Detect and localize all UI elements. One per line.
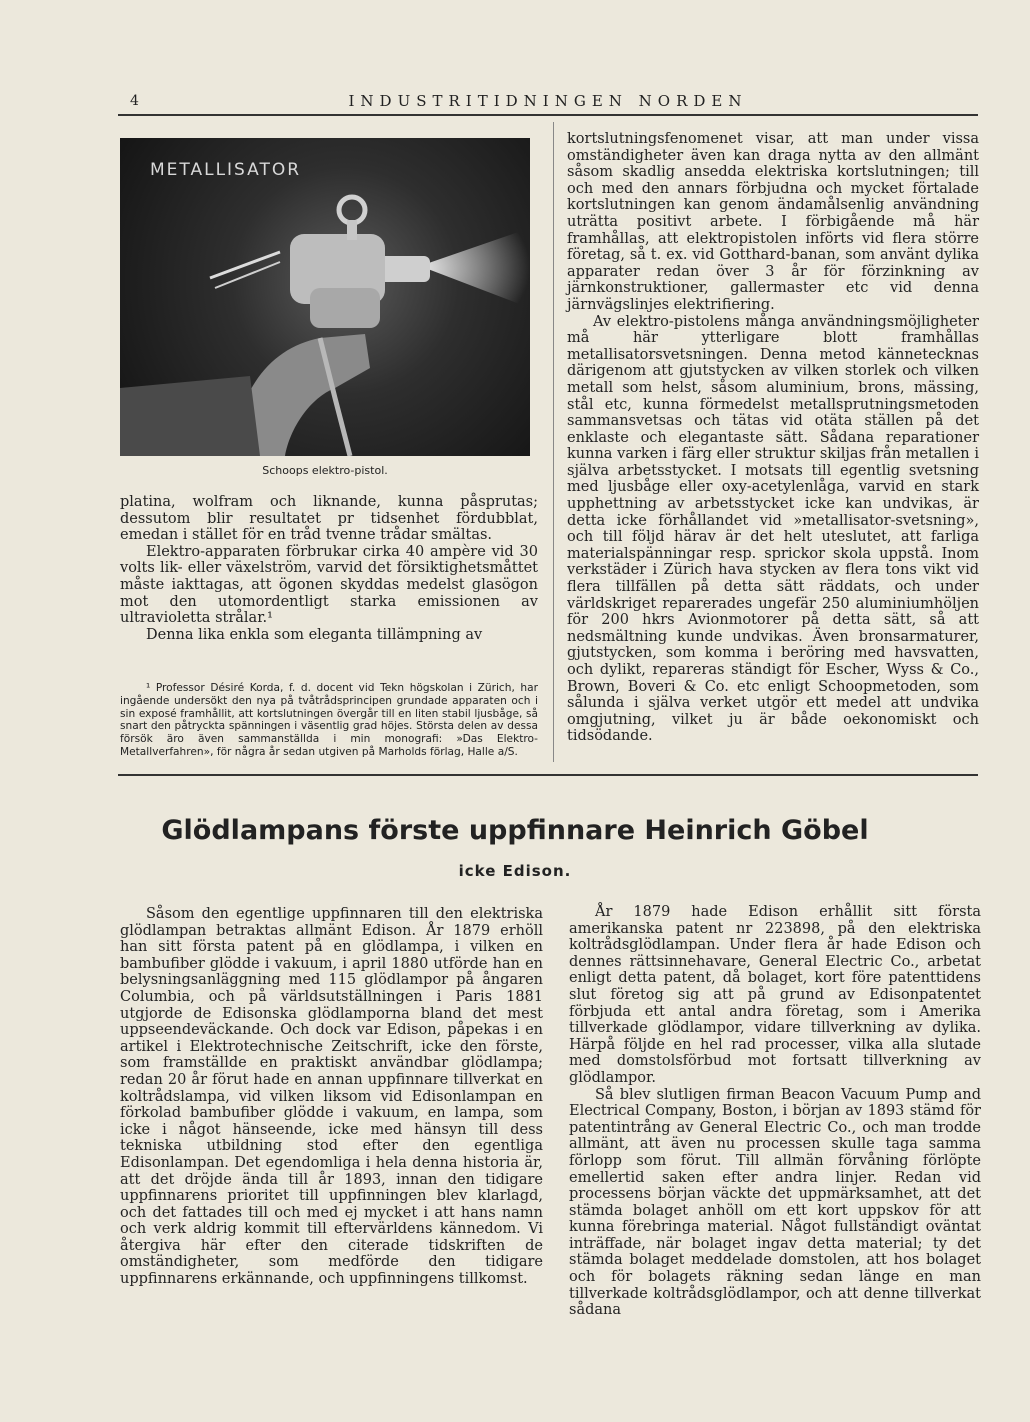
article-left-column (120, 906, 543, 1288)
figure-caption: Schoops elektro-pistol. (262, 464, 388, 477)
paragraph: kortslutningsfenomenet visar, att man under vissa omständigheter även kan draga nytta av den allmänt såsom skadlig ansedda elektriska kortslutningen; till och med den annars förbjudna och mycket förtalade kortslutningen kan genom ändamålsenlig användning uträtta positivt arbete. I förbigående må här framhållas, att elektropistolen införts vid flera större företag, så t. ex. vid Gotthard-banan, som använt dylika apparater redan över 3 år för förzinkning av järnkonstruktioner, gallermaster etc vid denna järnvägslinjes elektrifiering. (567, 131, 979, 313)
page-header (118, 90, 978, 114)
spray-pistol-illustration (120, 138, 530, 456)
photo-label: METALLISATOR (150, 160, 302, 180)
article-title: Glödlampans förste uppfinnare Heinrich Göbel (161, 815, 869, 846)
paragraph: Av elektro-pistolens många användningsmöjligheter må här ytterligare blott framhållas metallisatorsvetsningen. Denna metod kännetecknas därigenom att gjutstycken av vilken storlek och vilken metall som helst, såsom aluminium, brons, mässing, stål etc, kunna förmedelst metallsprutningsmetoden sammansvetsas och tätas vid otäta ställen på det enklaste och elegantaste sätt. Sådana reparationer kunna varken i färg eller struktur skiljas från metallen i själva arbetsstycket. I motsats till egentlig svetsning med ljusbåge eller oxy-acetylenlåga, varvid en stark upphettning av arbetsstycket icke kan undvikas, är detta icke förhållandet vid »metallisator-svetsning», och till följd härav är det helt uteslutet, att farliga materialspänningar resp. sprickor skola uppstå. Inom verkstäder i Zürich hava stycken av flera tons vikt vid flera tillfällen på detta sätt räddats, och under världskriget reparerades ungefär 250 aluminiumhöljen för 200 hkrs Avionmotorer på detta sätt, så att nedsmältning kunde undvikas. Även bronsarmaturer, gjutstycken, som komma i beröring med havsvatten, och dylikt, repareras ständigt för Escher, Wyss & Co., Brown, Boveri & Co. etc enligt Schoopmetoden, som sålunda i själva verket utgör ett medel att undvika omgjutning, vilket ju är både oekonomiskt och tidsödande. (567, 313, 979, 745)
footnote-text: ¹ Professor Désiré Korda, f. d. docent vid Tekn högskolan i Zürich, har ingående undersökt den nya på tvåtrådsprincipen grundade apparaten och i sin exposé framhållit, att kortslutningen övergår till en liten stabil ljusbåge, så snart den påtryckta spänningen i väsentlig grad höjes. Största delen av dessa försök äro även sammanställda i min monografi: »Das Elektro-Metallverfahren», för några år sedan utgiven på Marholds förlag, Halle a/S. (120, 682, 538, 758)
paragraph: Såsom den egentlige uppfinnaren till den elektriska glödlampan betraktas allmänt Edison. År 1879 erhöll han sitt första patent på en glödlampa, i vilken en bambufiber glödde i vakuum, i april 1880 utförde han en belysningsanläggning med 115 glödlampor på ångaren Columbia, och på världsutställningen i Paris 1881 utgjorde de Edisonska glödlamporna bland det mest uppseendeväckande. Och dock var Edison, påpekas i en artikel i Elektrotechnische Zeitschrift, icke den förste, som framställde en praktiskt användbar glödlampa; redan 20 år förut hade en annan uppfinnare tillverkat en koltrådslampa, vid vilken liksom vid Edisonlampan en förkolad bambufiber glödde i vakuum, en lampa, som icke i något hänseende, icke med hänsyn till dess tekniska utbildning stod efter den egentliga Edisonlampan. Det egendomliga i hela denna historia är, att det dröjde ända till år 1893, innan den tidigare uppfinnarens prioritet till uppfinningen blev klarlagd, och det fattades till och med ej mycket i att hans namn och verk aldrig kommit till eftervärldens kännedom. Vi återgiva här efter den citerade tidskriften de omständigheter, som medförde den tidigare uppfinnarens erkännande, och uppfinningens tillkomst. (120, 906, 543, 1288)
left-column-text (120, 494, 538, 643)
paragraph: Så blev slutligen firman Beacon Vacuum Pump and Electrical Company, Boston, i början av 1893 stämd för patentintrång av General Electric Co., och man trodde allmänt, att även nu processen skulle taga samma förlopp som förut. Till allmän förvåning förlöpte emellertid saken efter andra linjer. Redan vid processens början väckte det uppmärksamhet, att det stämda bolaget anhöll om ett kort uppskov för att kunna förebringa material. Något fullständigt oväntat inträffade, när bolaget ingav detta material; ty det stämda bolaget meddelade domstolen, att hos bolaget och för bolagets räkning sedan länge en man tillverkade koltrådsglödlampor, och att denne tillverkat sådana (569, 1086, 981, 1319)
article-subtitle: icke Edison. (458, 862, 572, 880)
section-rule (118, 774, 978, 776)
paragraph: Elektro-apparaten förbrukar cirka 40 ampère vid 30 volts lik- eller växelström, varvid det försiktighetsmåttet måste iakttagas, att ögonen skyddas medelst glasögon mot den utomordentligt starka emissionen av ultravioletta strålar.¹ (120, 543, 538, 627)
right-column-text (567, 131, 979, 745)
article-right-column (569, 904, 981, 1319)
column-divider (553, 122, 554, 762)
paragraph: Denna lika enkla som eleganta tillämpning av (146, 626, 483, 643)
metallisator-photo (120, 138, 530, 456)
paragraph: platina, wolfram och liknande, kunna påsprutas; dessutom blir resultatet pr tidsenhet fördubblat, emedan i stället för en tråd tvenne trådar smältas. (120, 494, 538, 544)
paragraph: År 1879 hade Edison erhållit sitt första amerikanska patent nr 223898, på den elektriska koltrådsglödlampan. Under flera år hade Edison och dennes rättsinnehavare, General Electric Co., arbetat enligt detta patent, då bolaget, kort före patenttidens slut företog sig att på grund av Edisonpatentet förbjuda ett antal andra företag, som i Amerika tillverkade glödlampor, vidare tillverkning av dylika. Härpå följde en hel rad processer, vilka alla slutade med domstolsförbud mot fortsatt tillverkning av glödlampor. (569, 904, 981, 1086)
footnote (120, 682, 538, 759)
running-title: INDUSTRITIDNINGEN NORDEN (348, 92, 748, 110)
page-number: 4 (130, 93, 139, 109)
header-rule (118, 114, 978, 116)
